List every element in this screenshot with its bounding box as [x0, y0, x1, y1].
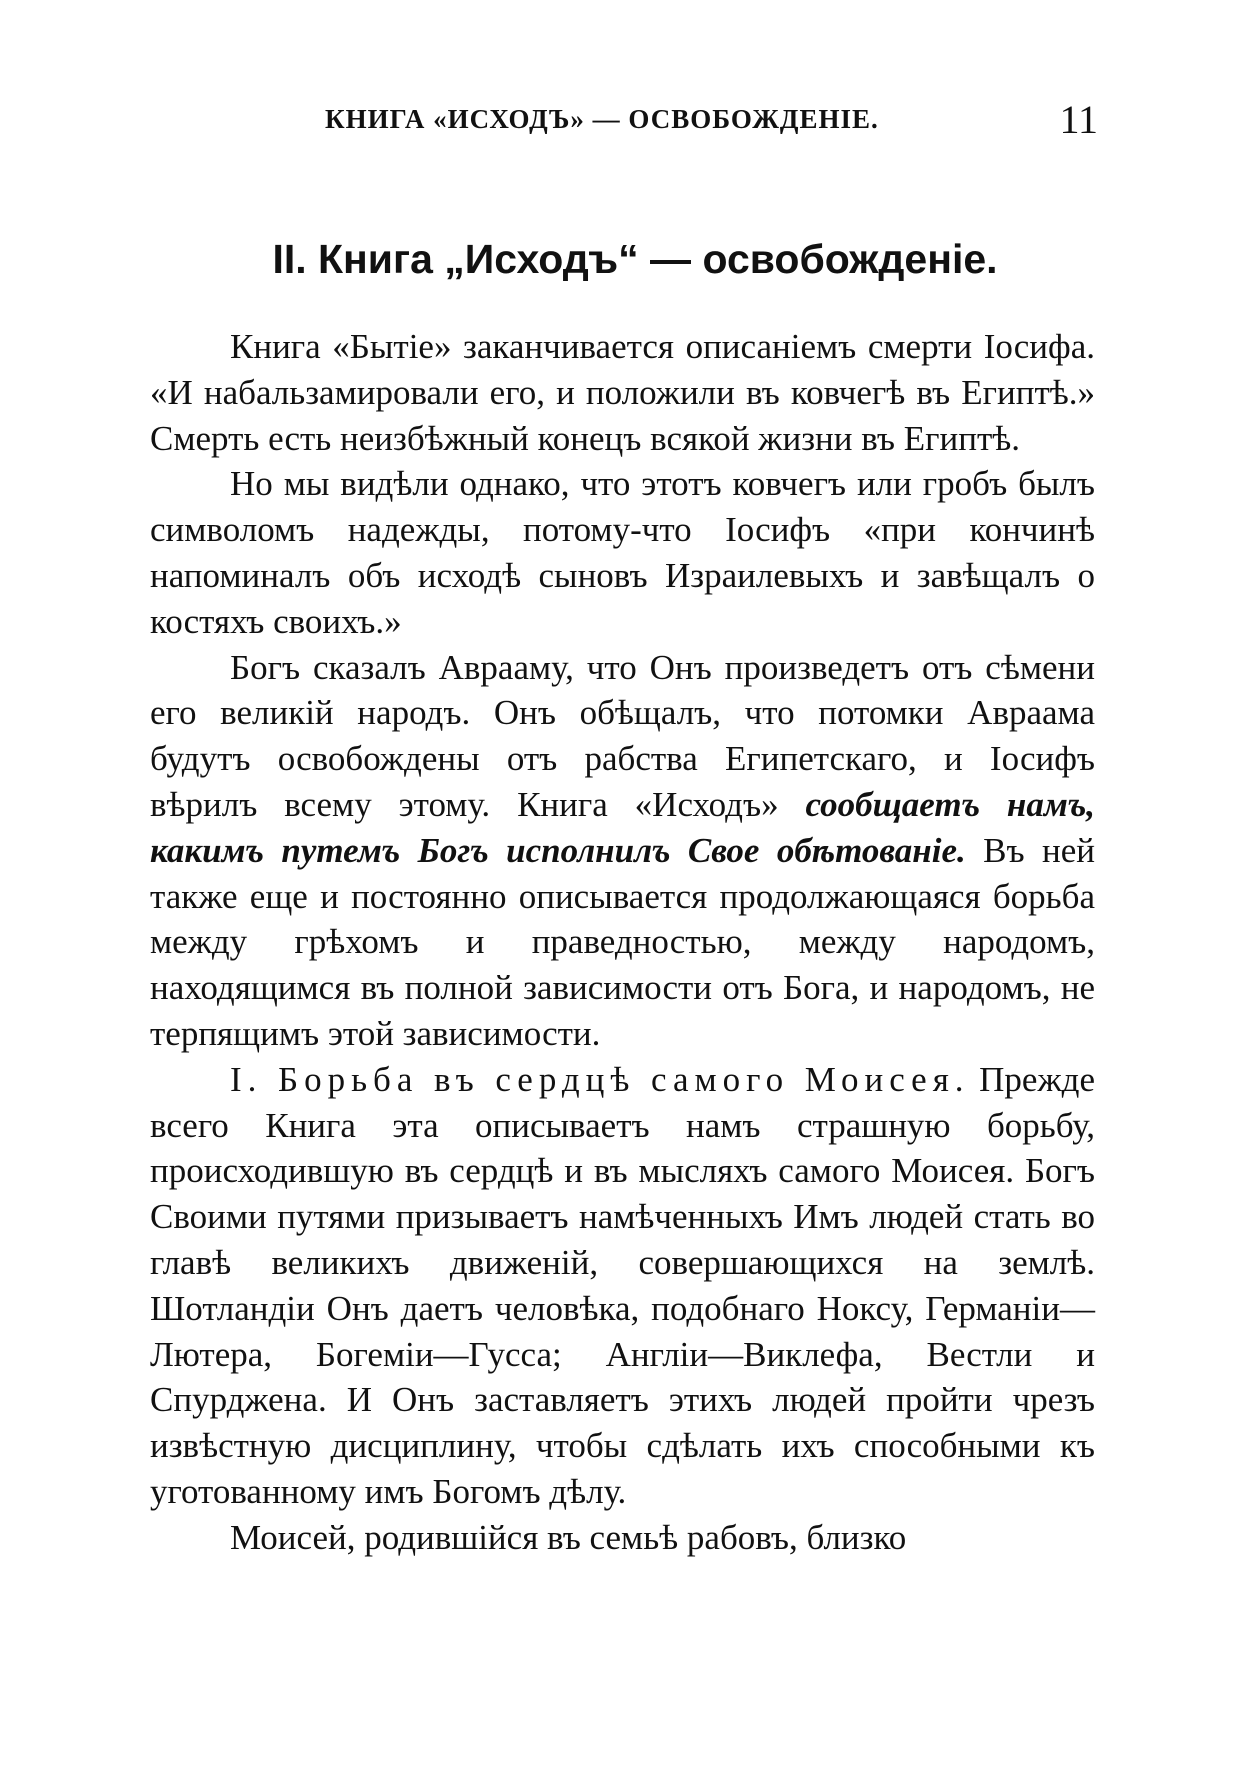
paragraph-3: [150, 645, 1095, 1057]
paragraph-1: [150, 324, 1095, 461]
body-text: [150, 324, 1095, 1561]
chapter-title: II. Книга „Исходъ“ — освобожденіе.: [272, 236, 998, 282]
paragraph-4: [150, 1057, 1095, 1515]
paragraph-text: Въ ней также еще и постоянно описывается продолжающаяся борьба между грѣхомъ и праведностью, между народомъ, находящимся въ полной зависимости отъ Бога, и народомъ, не терпящимъ этой зависимости.: [150, 830, 1095, 1053]
paragraph-text: Моисей, родившійся въ семьѣ рабовъ, близко: [230, 1517, 907, 1557]
section-heading: І. Борьба въ сердцѣ самого Моисея.: [230, 1059, 970, 1099]
paragraph-text: Книга «Бытіе» заканчивается описаніемъ смерти Іосифа. «И набальзамировали его, и положили въ ковчегѣ въ Египтѣ.» Смерть есть неизбѣжный конецъ всякой жизни въ Египтѣ.: [150, 327, 1095, 458]
paragraph-text: Богъ сказалъ Аврааму, что Онъ произведетъ отъ сѣмени его великій народъ. Онъ обѣщалъ, что потомки Авраама будутъ освобождены отъ рабства Египетскаго, и Іосифъ вѣрилъ всему этому. Книга «Исходъ»: [150, 647, 1095, 824]
emphasized-text: сообщаетъ намъ, какимъ путемъ Богъ исполнилъ Свое обѣтованіе.: [150, 784, 1096, 870]
paragraph-5: [150, 1515, 1095, 1561]
paragraph-2: [150, 461, 1095, 644]
page-number: 11: [1059, 97, 1098, 142]
running-title: КНИГА «ИСХОДЪ» — ОСВОБОЖДЕНІЕ.: [325, 104, 879, 134]
paragraph-text: Прежде всего Книга эта описываетъ намъ страшную борьбу, происходившую въ сердцѣ и въ мысляхъ самого Моисея. Богъ Своими путями призываетъ намѣченныхъ Имъ людей стать во главѣ великихъ движеній, совершающихся на землѣ. Шотландіи Онъ даетъ человѣка, подобнаго Ноксу, Германіи—Лютера, Богеміи—Гусса; Англіи—Виклефа, Вестли и Спурджена. И Онъ заставляетъ этихъ людей пройти чрезъ извѣстную дисциплину, чтобы сдѣлать ихъ способными къ уготованному имъ Богомъ дѣлу.: [150, 1059, 1095, 1511]
running-header: [150, 96, 1120, 146]
paragraph-text: Но мы видѣли однако, что этотъ ковчегъ или гробъ былъ символомъ надежды, потому-что Іосифъ «при кончинѣ напоминалъ объ исходѣ сыновъ Израилевыхъ и завѣщалъ о костяхъ своихъ.»: [150, 464, 1095, 641]
